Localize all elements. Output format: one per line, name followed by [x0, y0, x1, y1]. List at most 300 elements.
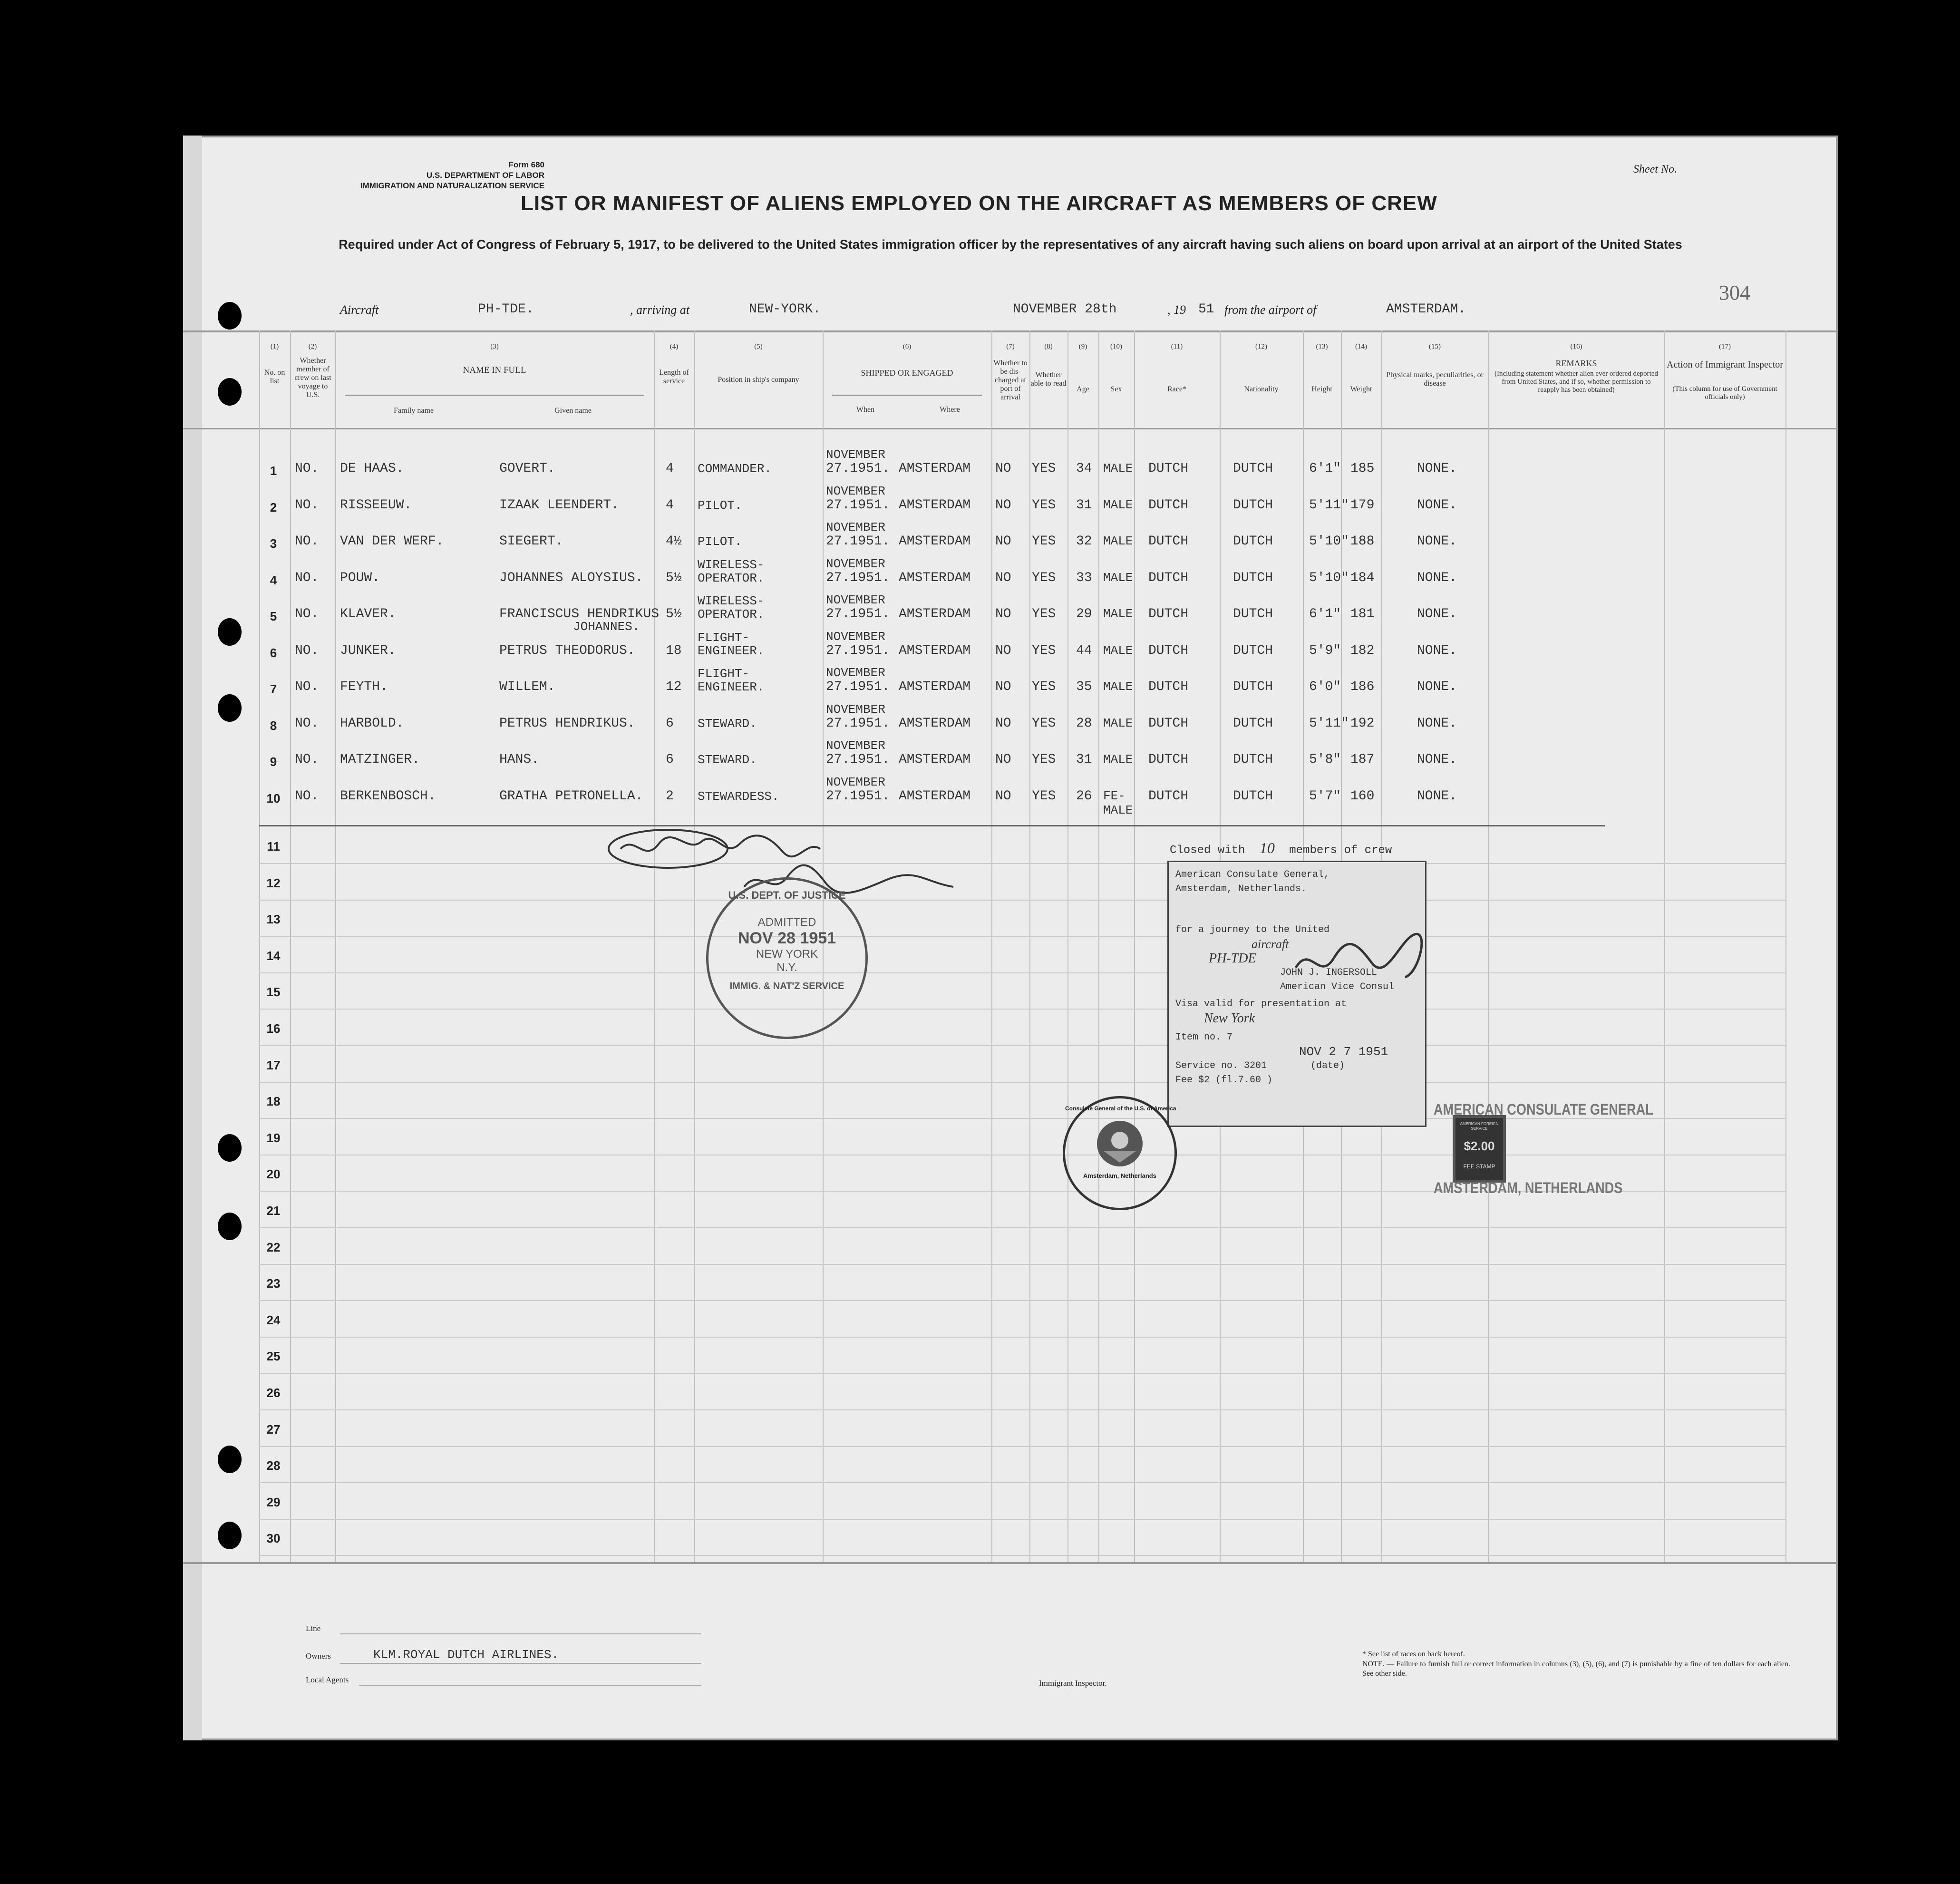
stamp-agency: U.S. DEPT. OF JUSTICE: [728, 889, 846, 901]
service-label: IMMIGRATION AND NATURALIZATION SERVICE: [360, 181, 544, 190]
row-rule: [259, 1264, 1785, 1265]
member-cell: NO.: [295, 570, 319, 585]
admitted-stamp: [706, 877, 868, 1039]
nationality-cell: DUTCH: [1233, 570, 1273, 585]
age-cell: 44: [1076, 643, 1092, 658]
agents-rule: [359, 1685, 701, 1686]
col-num: (11): [1171, 343, 1183, 350]
read-cell: YES: [1032, 607, 1056, 622]
read-cell: YES: [1032, 534, 1056, 549]
page-number: 304: [1719, 281, 1750, 304]
sex-cell: MALE: [1103, 752, 1133, 767]
marks-cell: NONE.: [1417, 461, 1457, 476]
row-rule: [259, 1082, 1785, 1083]
member-cell: NO.: [295, 752, 319, 767]
col-num: (3): [490, 343, 499, 350]
weight-cell: 187: [1350, 752, 1375, 767]
row-number: 8: [270, 718, 277, 733]
row-rule: [259, 1045, 1785, 1046]
weight-cell: 186: [1350, 680, 1375, 694]
read-cell: YES: [1032, 461, 1056, 476]
length-cell: 4: [666, 497, 674, 513]
sex-cell: MALE: [1103, 497, 1133, 512]
punch-hole: [218, 1213, 242, 1240]
length-cell: 4½: [666, 534, 682, 549]
sex-cell: MALE: [1103, 716, 1133, 730]
read-cell: YES: [1032, 643, 1056, 658]
row-number: 12: [266, 875, 281, 890]
race-cell: DUTCH: [1148, 497, 1189, 513]
family-name-cell: HARBOLD.: [340, 716, 404, 731]
marks-cell: NONE.: [1417, 570, 1457, 585]
nationality-cell: DUTCH: [1233, 716, 1273, 731]
month-cell: NOVEMBER: [826, 556, 885, 571]
stamp-state: N.Y.: [776, 961, 797, 974]
family-name-cell: FEYTH.: [340, 680, 388, 694]
position-line: ENGINEER.: [698, 680, 765, 694]
position-line: OPERATOR.: [698, 607, 765, 622]
where-cell: AMSTERDAM: [899, 643, 971, 658]
where-cell: AMSTERDAM: [899, 607, 971, 622]
row-number: 6: [270, 645, 277, 660]
row-rule: [259, 936, 1785, 937]
month-cell: NOVEMBER: [826, 520, 885, 534]
name-underline: [345, 395, 644, 396]
length-cell: 4: [666, 461, 674, 476]
given-name-cell: FRANCISCUS HENDRIKUS: [499, 607, 660, 622]
age-cell: 26: [1076, 788, 1092, 804]
vice-consul-title: American Vice Consul: [1280, 981, 1395, 992]
col-age: Age: [1077, 385, 1089, 393]
col-num: (5): [754, 343, 763, 350]
position-line: FLIGHT-: [698, 667, 750, 681]
table-bottom-rule: [183, 1562, 1838, 1564]
row-rule: [259, 1337, 1785, 1338]
row-rule: [259, 1155, 1785, 1156]
month-cell: NOVEMBER: [826, 666, 885, 680]
discharged-cell: NO: [995, 716, 1011, 731]
consul-signature: [1291, 925, 1434, 987]
height-cell: 6'0": [1309, 680, 1341, 694]
consulate-city-stamp: AMSTERDAM, NETHERLANDS: [1434, 1179, 1623, 1196]
position-line: PILOT.: [698, 498, 742, 513]
length-cell: 5½: [666, 570, 682, 585]
from-label: from the airport of: [1224, 303, 1317, 317]
sex-cell: MALE: [1103, 570, 1133, 585]
nationality-cell: DUTCH: [1233, 534, 1273, 549]
row-number: 20: [266, 1167, 281, 1182]
col-discharged: Whether to be dis-charged at port of arrival: [993, 359, 1028, 401]
discharged-cell: NO: [995, 497, 1011, 513]
age-cell: 31: [1076, 752, 1092, 767]
row-number: 3: [270, 536, 277, 551]
read-cell: YES: [1032, 752, 1056, 767]
where-cell: AMSTERDAM: [899, 680, 971, 694]
closed-prefix: Closed with: [1170, 844, 1245, 857]
given-name-cell: WILLEM.: [499, 680, 555, 694]
marks-cell: NONE.: [1417, 752, 1457, 767]
visa-aircraft: PH-TDE: [1209, 951, 1256, 966]
col-when: When: [856, 406, 875, 414]
line-label: Line: [306, 1624, 321, 1633]
page-subtitle: Required under Act of Congress of February 5, 1917, to be delivered to the United States immigration officer by the representatives of any aircraft having such aliens on board upon arrival at an airport of the United States: [339, 237, 1682, 252]
seal-outer-text: Consulate General of the U.S. of America: [1065, 1105, 1176, 1112]
stamp-city: NEW YORK: [756, 948, 818, 961]
month-cell: NOVEMBER: [826, 738, 885, 753]
column-rule: [1098, 330, 1099, 1562]
nationality-cell: DUTCH: [1233, 680, 1273, 694]
row-rule: [259, 1519, 1785, 1520]
closed-suffix: members of crew: [1289, 844, 1392, 857]
age-cell: 28: [1076, 716, 1092, 731]
position-cell: [698, 594, 764, 621]
stamp-date: NOV 28 1951: [737, 929, 836, 947]
date-label: (date): [1310, 1060, 1345, 1071]
consulate-line1: American Consulate General,: [1175, 869, 1330, 880]
month-cell: NOVEMBER: [826, 447, 885, 462]
position-cell: [698, 631, 764, 658]
member-cell: NO.: [295, 788, 319, 804]
row-number: 2: [270, 500, 277, 515]
nationality-cell: DUTCH: [1233, 497, 1273, 513]
read-cell: YES: [1032, 680, 1056, 694]
given-name-cell: HANS.: [499, 752, 540, 767]
age-cell: 35: [1076, 680, 1092, 694]
given-name-cell: GOVERT.: [499, 461, 555, 476]
row-number: 14: [266, 948, 281, 963]
position-cell: [698, 462, 772, 476]
race-cell: DUTCH: [1148, 607, 1189, 622]
sex-cell: MALE: [1103, 680, 1133, 694]
read-cell: YES: [1032, 788, 1056, 804]
row-number: 7: [270, 682, 277, 696]
where-cell: AMSTERDAM: [899, 534, 971, 549]
column-rule: [991, 330, 992, 1562]
col-num: (10): [1110, 343, 1122, 350]
when-cell: 27.1951.: [826, 461, 890, 476]
fee-line: Fee $2 (fl.7.60 ): [1175, 1075, 1273, 1086]
marks-cell: NONE.: [1417, 788, 1457, 804]
row-number: 21: [266, 1204, 281, 1218]
row-number: 1: [270, 464, 277, 478]
fee-stamp-bottom: FEE STAMP: [1463, 1163, 1495, 1170]
sex-cell: MALE: [1103, 643, 1133, 658]
consulate-general-stamp: AMERICAN CONSULATE GENERAL: [1434, 1101, 1653, 1118]
nationality-cell: DUTCH: [1233, 752, 1273, 767]
sex-cell: MALE: [1103, 461, 1133, 476]
service-number-text: Service no. 3201: [1175, 1060, 1267, 1071]
height-cell: 5'8": [1309, 752, 1341, 767]
agents-label: Local Agents: [306, 1675, 349, 1684]
closing-line: [1170, 839, 1392, 857]
punch-hole: [218, 1446, 242, 1473]
discharged-cell: NO: [995, 570, 1011, 585]
height-cell: 5'10": [1309, 534, 1349, 549]
family-name-cell: DE HAAS.: [340, 461, 404, 476]
race-cell: DUTCH: [1148, 680, 1189, 694]
penalty-note: NOTE. — Failure to furnish full or correct information in columns (3), (5), (6), and (7) is punishable by a fine of ten dollars for each alien. See other side.: [1362, 1660, 1790, 1678]
nationality-cell: DUTCH: [1233, 607, 1273, 622]
stamp-status: ADMITTED: [757, 916, 816, 929]
destination-value: NEW-YORK.: [749, 302, 821, 317]
column-rule: [1488, 330, 1489, 1562]
punch-hole: [218, 378, 242, 406]
race-cell: DUTCH: [1148, 534, 1189, 549]
arrival-date: NOVEMBER 28th: [1013, 302, 1117, 317]
where-cell: AMSTERDAM: [899, 788, 971, 804]
row-number: 26: [266, 1386, 281, 1400]
column-rule: [1029, 330, 1030, 1562]
position-line: STEWARDESS.: [698, 789, 779, 804]
discharged-cell: NO: [995, 680, 1011, 694]
family-name-cell: BERKENBOSCH.: [340, 788, 436, 804]
row-number: 16: [266, 1021, 281, 1036]
read-cell: YES: [1032, 497, 1056, 513]
age-cell: 31: [1076, 497, 1092, 513]
family-name-cell: POUW.: [340, 570, 380, 585]
member-cell: NO.: [295, 461, 319, 476]
given-name-cell: GRATHA PETRONELLA.: [499, 788, 643, 804]
position-cell: [698, 499, 742, 512]
col-action-title: Action of Immigrant Inspector: [1667, 359, 1783, 370]
col-num: (12): [1255, 343, 1267, 350]
weight-cell: 184: [1350, 570, 1375, 585]
aircraft-value: PH-TDE.: [478, 302, 534, 317]
height-cell: 5'9": [1309, 643, 1341, 658]
consulate-visa-box: [1167, 861, 1426, 1127]
consular-seal: [1063, 1096, 1177, 1210]
sex-cell: FE-MALE: [1103, 788, 1133, 817]
given-name-cell: PETRUS HENDRIKUS.: [499, 716, 635, 731]
aircraft-label: Aircraft: [340, 303, 379, 317]
read-cell: YES: [1032, 570, 1056, 585]
height-cell: 6'1": [1309, 607, 1341, 622]
nationality-cell: DUTCH: [1233, 788, 1273, 804]
marks-cell: NONE.: [1417, 497, 1457, 513]
member-cell: NO.: [295, 680, 319, 694]
col-physical-marks: Physical marks, peculiarities, or disease: [1386, 371, 1484, 388]
given-name-cell: PETRUS THEODORUS.: [499, 643, 635, 658]
member-cell: NO.: [295, 534, 319, 549]
row-number: 18: [266, 1094, 281, 1109]
stamp-footer: IMMIG. & NAT'Z SERVICE: [729, 981, 844, 991]
weight-cell: 181: [1350, 607, 1375, 622]
row-number: 23: [266, 1276, 281, 1291]
length-cell: 18: [666, 643, 682, 658]
seal-city: Amsterdam, Netherlands: [1083, 1172, 1156, 1179]
length-cell: 12: [666, 680, 682, 694]
col-no-on-list: No. on list: [264, 369, 285, 385]
col-where: Where: [940, 406, 960, 414]
discharged-cell: NO: [995, 534, 1011, 549]
race-cell: DUTCH: [1148, 716, 1189, 731]
row-rule: [259, 972, 1785, 973]
manifest-sheet: [183, 136, 1838, 1740]
age-cell: 33: [1076, 570, 1092, 585]
row-rule: [259, 863, 1785, 864]
position-line: COMMANDER.: [698, 462, 772, 476]
age-cell: 32: [1076, 534, 1092, 549]
when-cell: 27.1951.: [826, 680, 890, 694]
col-num: (1): [270, 343, 279, 350]
row-rule: [259, 1409, 1785, 1410]
col-num: (6): [902, 343, 912, 350]
position-cell: [698, 717, 757, 730]
col-given-name: Given name: [554, 407, 592, 415]
row-rule: [259, 900, 1785, 901]
discharged-cell: NO: [995, 788, 1011, 804]
family-name-cell: JUNKER.: [340, 643, 396, 658]
punch-hole: [218, 618, 242, 646]
sex-cell: MALE: [1103, 607, 1133, 621]
row-number: 13: [266, 912, 281, 927]
row-number: 28: [266, 1458, 281, 1473]
race-cell: DUTCH: [1148, 461, 1189, 476]
height-cell: 5'11": [1309, 716, 1349, 731]
weight-cell: 192: [1350, 716, 1375, 731]
journey-line: for a journey to the United: [1175, 924, 1330, 935]
member-cell: NO.: [295, 497, 319, 513]
col-whether-member: Whether member of crew on last voyage to U.S.: [294, 357, 331, 399]
row-rule: [259, 1300, 1785, 1301]
col-name-in-full: NAME IN FULL: [463, 365, 526, 375]
inspector-label: Immigrant Inspector.: [1039, 1679, 1107, 1688]
row-number: 25: [266, 1349, 281, 1364]
discharged-cell: NO: [995, 607, 1011, 622]
length-cell: 2: [666, 788, 674, 804]
when-cell: 27.1951.: [826, 497, 890, 513]
position-cell: [698, 790, 779, 803]
col-num: (2): [308, 343, 317, 350]
row-number: 10: [266, 791, 281, 806]
marks-cell: NONE.: [1417, 680, 1457, 694]
column-rule: [335, 330, 336, 1562]
month-cell: NOVEMBER: [826, 775, 885, 789]
col-num: (16): [1570, 343, 1582, 350]
row-rule: [259, 1446, 1785, 1447]
position-line: PILOT.: [698, 534, 742, 549]
marks-cell: NONE.: [1417, 716, 1457, 731]
family-name-cell: MATZINGER.: [340, 752, 420, 767]
position-line: WIRELESS-: [698, 594, 765, 608]
row-number: 9: [270, 755, 277, 769]
position-cell: [698, 667, 764, 694]
punch-hole: [218, 694, 242, 722]
col-length-of-service: Length of service: [659, 369, 689, 385]
page-title: LIST OR MANIFEST OF ALIENS EMPLOYED ON THE AIRCRAFT AS MEMBERS OF CREW: [521, 192, 1437, 215]
row-rule: [259, 1227, 1785, 1228]
row-number: 22: [266, 1240, 281, 1254]
when-cell: 27.1951.: [826, 570, 890, 585]
fee-stamp: [1453, 1115, 1506, 1183]
discharged-cell: NO: [995, 752, 1011, 767]
race-note: * See list of races on back hereof.: [1362, 1650, 1465, 1658]
height-cell: 5'7": [1309, 788, 1341, 804]
sheet-label: Sheet No.: [1633, 163, 1677, 175]
given-name-cell: IZAAK LEENDERT.: [499, 497, 620, 513]
position-line: OPERATOR.: [698, 571, 765, 585]
weight-cell: 185: [1350, 461, 1375, 476]
line-rule: [340, 1633, 701, 1634]
member-cell: NO.: [295, 643, 319, 658]
col-shipped-engaged: SHIPPED OR ENGAGED: [861, 368, 953, 378]
row-number: 15: [266, 985, 281, 1000]
race-cell: DUTCH: [1148, 752, 1189, 767]
col-num: (7): [1006, 343, 1015, 350]
age-cell: 29: [1076, 607, 1092, 622]
when-cell: 27.1951.: [826, 716, 890, 731]
weight-cell: 182: [1350, 643, 1375, 658]
month-cell: NOVEMBER: [826, 593, 885, 607]
row-rule: [259, 1009, 1785, 1010]
column-rule: [1785, 330, 1786, 1562]
position-line: WIRELESS-: [698, 557, 765, 572]
fee-stamp-top: AMERICAN FOREIGN SERVICE: [1460, 1122, 1499, 1131]
form-number: Form 680: [508, 160, 544, 169]
when-cell: 27.1951.: [826, 643, 890, 658]
age-cell: 34: [1076, 461, 1092, 476]
position-line: FLIGHT-: [698, 630, 750, 645]
when-cell: 27.1951.: [826, 788, 890, 804]
row-rule: [259, 1555, 1785, 1556]
weight-cell: 179: [1350, 497, 1375, 513]
given-name-cell: JOHANNES ALOYSIUS.: [499, 570, 643, 585]
col-num: (17): [1719, 343, 1731, 350]
weight-cell: 160: [1350, 788, 1375, 804]
col-action-note: (This column for use of Government officials only): [1672, 385, 1777, 401]
given-name-line2: JOHANNES.: [573, 620, 640, 634]
row-number: 17: [266, 1058, 281, 1072]
discharged-cell: NO: [995, 643, 1011, 658]
marks-cell: NONE.: [1417, 607, 1457, 622]
col-family-name: Family name: [394, 407, 434, 415]
col-weight: Weight: [1350, 385, 1372, 393]
family-name-cell: RISSEEUW.: [340, 497, 412, 513]
position-cell: [698, 558, 764, 585]
consulate-line2: Amsterdam, Netherlands.: [1175, 884, 1307, 894]
punch-hole: [218, 1522, 242, 1549]
column-rule: [1067, 330, 1068, 1562]
member-cell: NO.: [295, 607, 319, 622]
table-top-rule: [183, 330, 1838, 332]
origin-value: AMSTERDAM.: [1386, 302, 1466, 317]
length-cell: 6: [666, 716, 674, 731]
vice-consul-name: JOHN J. INGERSOLL: [1280, 967, 1378, 978]
item-number: Item no. 7: [1175, 1032, 1233, 1043]
arriving-label: , arriving at: [630, 303, 689, 317]
col-height: Height: [1311, 385, 1332, 393]
column-rule: [290, 330, 291, 1562]
crew-count: 10: [1259, 839, 1275, 856]
family-name-cell: KLAVER.: [340, 607, 396, 622]
col-able-to-read: Whether able to read: [1030, 371, 1067, 388]
visa-date: NOV 2 7 1951: [1299, 1045, 1388, 1059]
shipped-underline: [832, 395, 982, 396]
when-cell: 27.1951.: [826, 534, 890, 549]
length-cell: 5½: [666, 607, 682, 622]
where-cell: AMSTERDAM: [899, 570, 971, 585]
length-cell: 6: [666, 752, 674, 767]
department-label: U.S. DEPARTMENT OF LABOR: [426, 171, 544, 180]
family-name-cell: VAN DER WERF.: [340, 534, 444, 549]
month-cell: NOVEMBER: [826, 629, 885, 644]
column-rule: [694, 330, 695, 1562]
row-number: 4: [270, 573, 277, 587]
col-num: (13): [1316, 343, 1328, 350]
column-rule: [1664, 330, 1665, 1562]
member-cell: NO.: [295, 716, 319, 731]
column-rule: [259, 330, 260, 1562]
